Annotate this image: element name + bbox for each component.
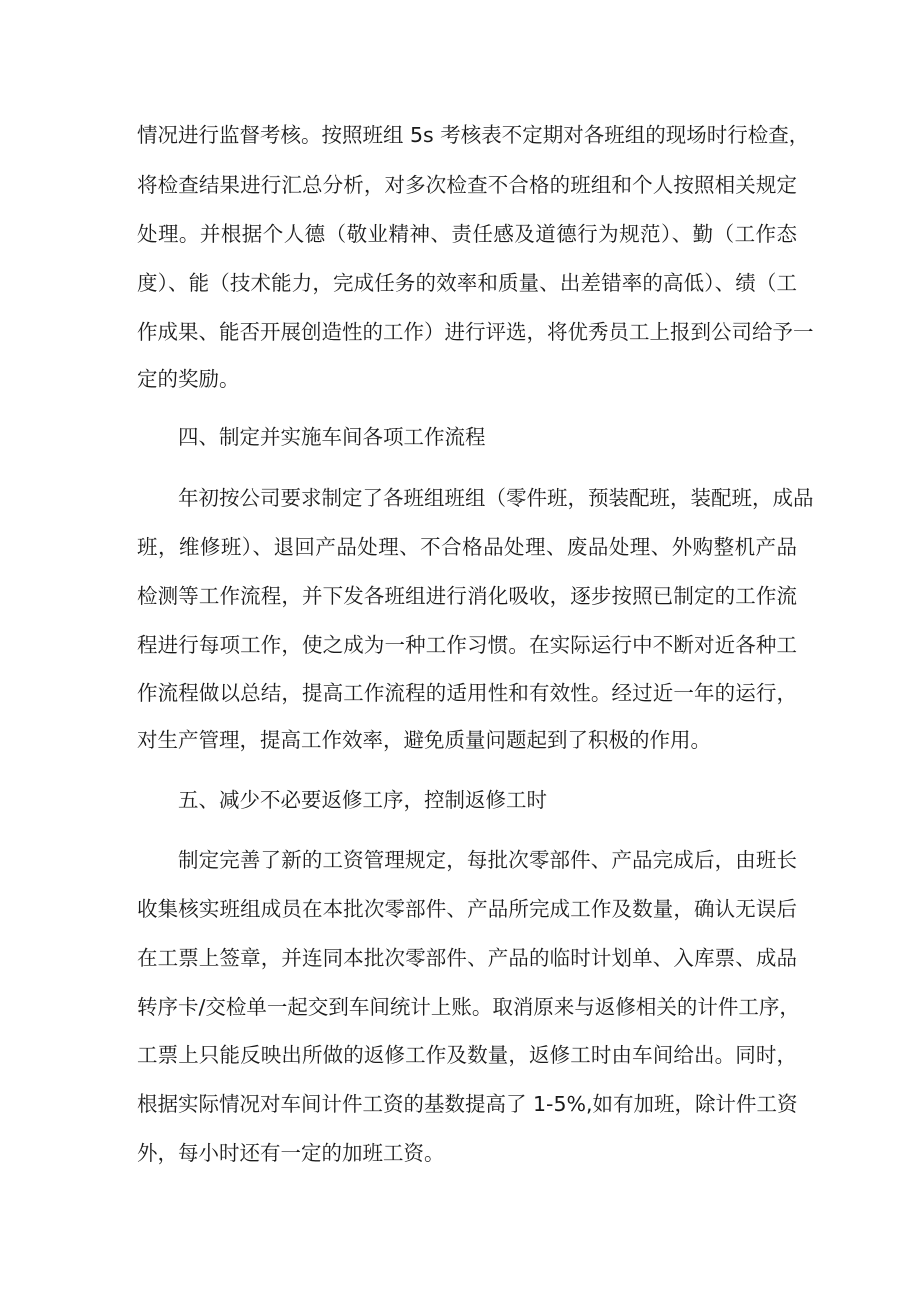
paragraph-line: 工票上只能反映出所做的返修工作及数量，返修工时由车间给出。同时， — [137, 1043, 797, 1067]
paragraph-line: 情况进行监督考核。按照班组 5s 考核表不定期对各班组的现场时行检查， — [137, 123, 810, 147]
paragraph-line: 程进行每项工作，使之成为一种工作习惯。在实际运行中不断对近各种工 — [137, 633, 797, 657]
paragraph-line: 在工票上签章，并连同本批次零部件、产品的临时计划单、入库票、成品 — [137, 946, 797, 970]
section-heading: 五、减少不必要返修工序，控制返修工时 — [178, 788, 547, 812]
paragraph-line: 外，每小时还有一定的加班工资。 — [137, 1141, 445, 1165]
paragraph-line: 年初按公司要求制定了各班组班组（零件班，预装配班，装配班，成品 — [178, 486, 814, 510]
paragraph-line: 定的奖励。 — [137, 367, 240, 391]
paragraph-line: 检测等工作流程，并下发各班组进行消化吸收，逐步按照已制定的工作流 — [137, 584, 797, 608]
paragraph-line: 根据实际情况对车间计件工资的基数提高了 1-5%,如有加班，除计件工资 — [137, 1092, 798, 1116]
paragraph-line: 度）、能（技术能力，完成任务的效率和质量、出差错率的高低）、绩（工 — [137, 271, 797, 295]
paragraph-line: 处理。并根据个人德（敬业精神、责任感及道德行为规范）、勤（工作态 — [137, 222, 797, 246]
paragraph-line: 将检查结果进行汇总分析，对多次检查不合格的班组和个人按照相关规定 — [137, 173, 797, 197]
paragraph-line: 对生产管理，提高工作效率，避免质量问题起到了积极的作用。 — [137, 728, 711, 752]
section-heading: 四、制定并实施车间各项工作流程 — [178, 425, 486, 449]
paragraph-line: 收集核实班组成员在本批次零部件、产品所完成工作及数量，确认无误后 — [137, 897, 797, 921]
paragraph-line: 转序卡/交检单一起交到车间统计上账。取消原来与返修相关的计件工序， — [137, 995, 800, 1019]
paragraph-line: 班，维修班）、退回产品处理、不合格品处理、废品处理、外购整机产品 — [137, 535, 797, 559]
paragraph-line: 作成果、能否开展创造性的工作）进行评选，将优秀员工上报到公司给予一 — [137, 320, 814, 344]
paragraph-line: 作流程做以总结，提高工作流程的适用性和有效性。经过近一年的运行， — [137, 681, 797, 705]
paragraph-line: 制定完善了新的工资管理规定，每批次零部件、产品完成后，由班长 — [178, 848, 797, 872]
